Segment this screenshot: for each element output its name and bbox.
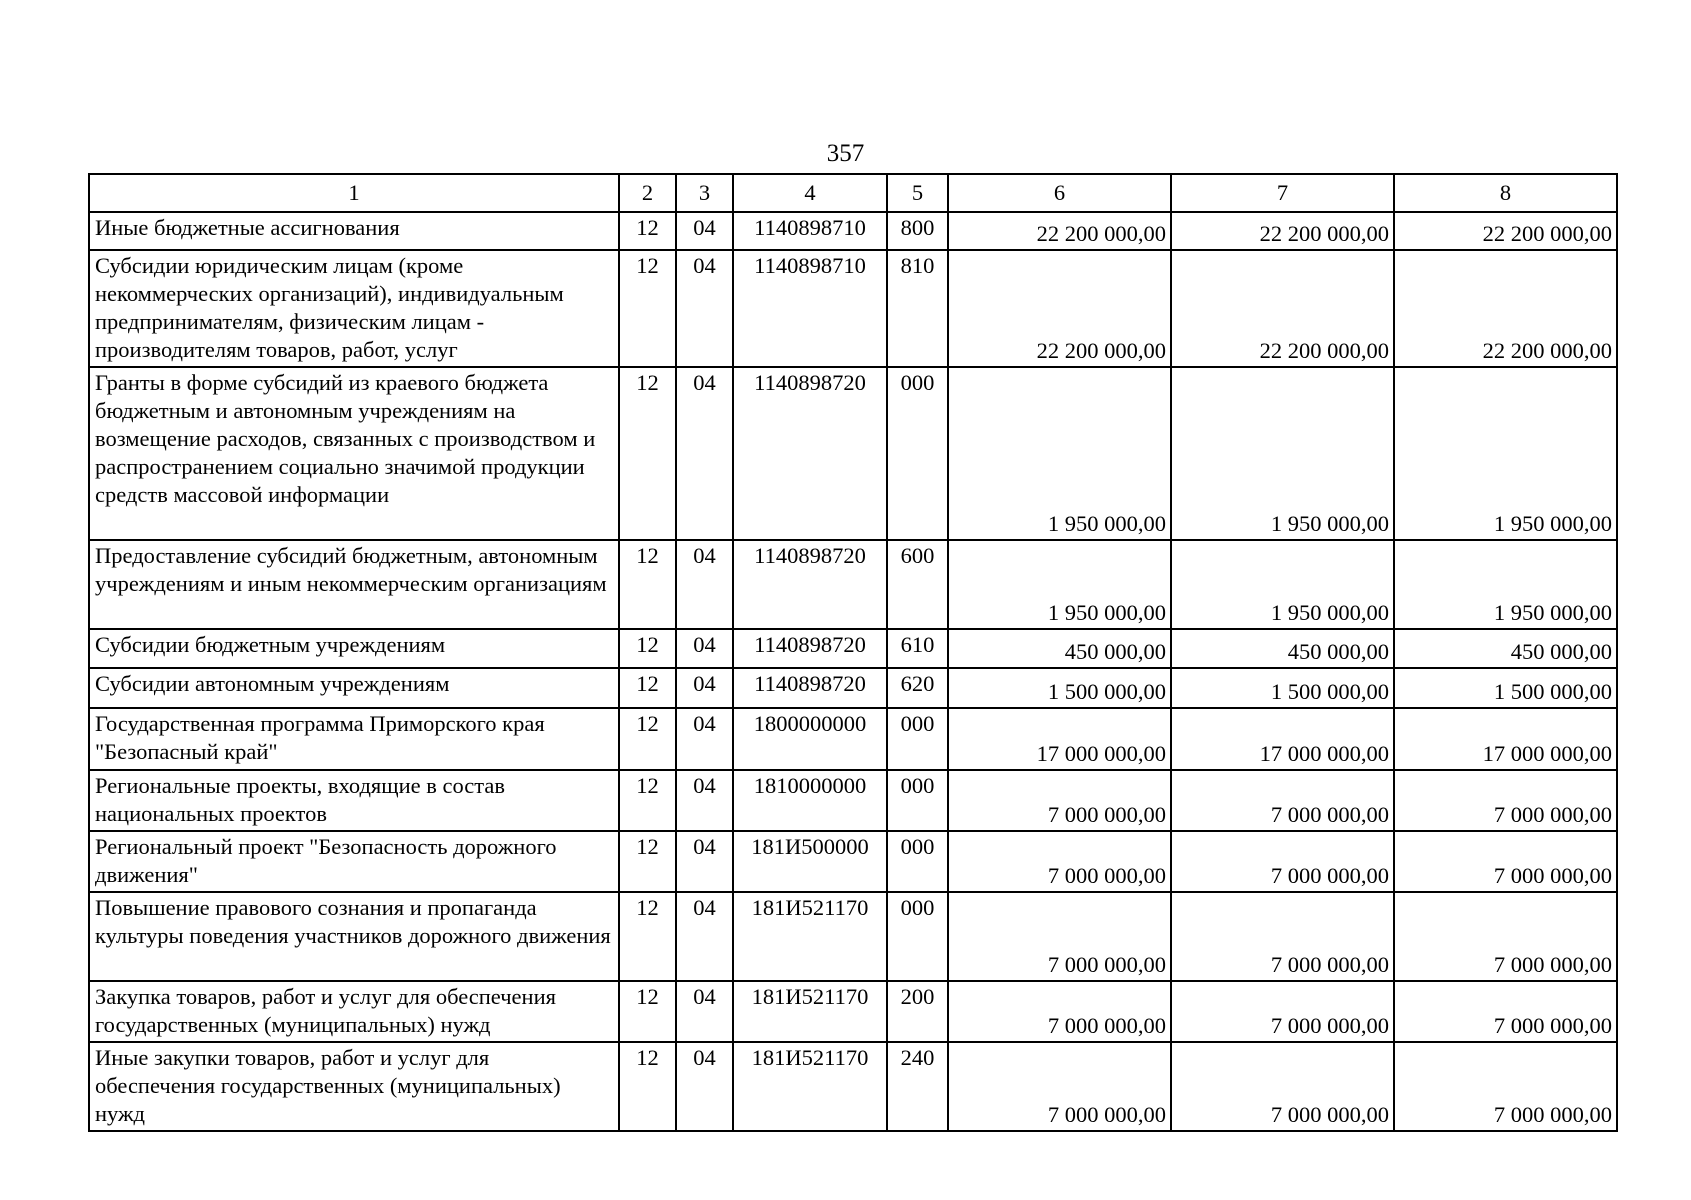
row-section: 12	[619, 367, 676, 540]
row-amount-col8: 1 950 000,00	[1394, 540, 1617, 629]
row-section: 12	[619, 981, 676, 1042]
row-target-article: 1140898720	[733, 540, 887, 629]
row-target-article: 1810000000	[733, 770, 887, 831]
row-section: 12	[619, 250, 676, 367]
row-amount-col6: 17 000 000,00	[948, 708, 1171, 770]
row-amount-col7: 1 950 000,00	[1171, 540, 1394, 629]
row-subsection: 04	[676, 831, 733, 892]
row-amount-col7: 7 000 000,00	[1171, 981, 1394, 1042]
row-name: Повышение правового сознания и пропаганда культуры поведения участников дорожного движения	[89, 892, 619, 981]
row-subsection: 04	[676, 981, 733, 1042]
table-header-row	[89, 174, 1617, 212]
row-amount-col6: 1 500 000,00	[948, 668, 1171, 708]
row-amount-col7: 1 950 000,00	[1171, 367, 1394, 540]
row-expense-type: 800	[887, 212, 948, 250]
row-section: 12	[619, 892, 676, 981]
column-header: 7	[1171, 174, 1394, 212]
row-target-article: 181И521170	[733, 892, 887, 981]
table-row	[89, 629, 1617, 668]
row-amount-col8: 22 200 000,00	[1394, 250, 1617, 367]
budget-table	[88, 173, 1618, 1132]
row-expense-type: 000	[887, 708, 948, 770]
row-amount-col8: 7 000 000,00	[1394, 831, 1617, 892]
table-row	[89, 367, 1617, 540]
row-name: Субсидии бюджетным учреждениям	[89, 629, 619, 668]
row-section: 12	[619, 708, 676, 770]
row-name: Иные бюджетные ассигнования	[89, 212, 619, 250]
row-amount-col7: 22 200 000,00	[1171, 212, 1394, 250]
column-header: 8	[1394, 174, 1617, 212]
row-section: 12	[619, 831, 676, 892]
row-target-article: 1140898710	[733, 212, 887, 250]
table-row	[89, 831, 1617, 892]
row-name: Иные закупки товаров, работ и услуг для обеспечения государственных (муниципальных) нужд	[89, 1042, 619, 1131]
row-amount-col7: 7 000 000,00	[1171, 770, 1394, 831]
row-target-article: 1140898710	[733, 250, 887, 367]
row-amount-col7: 17 000 000,00	[1171, 708, 1394, 770]
column-header: 1	[89, 174, 619, 212]
row-expense-type: 000	[887, 770, 948, 831]
row-name: Региональный проект "Безопасность дорожного движения"	[89, 831, 619, 892]
row-section: 12	[619, 1042, 676, 1131]
row-section: 12	[619, 212, 676, 250]
row-amount-col8: 7 000 000,00	[1394, 1042, 1617, 1131]
row-expense-type: 600	[887, 540, 948, 629]
row-expense-type: 240	[887, 1042, 948, 1131]
row-target-article: 1140898720	[733, 367, 887, 540]
row-subsection: 04	[676, 540, 733, 629]
row-name: Предоставление субсидий бюджетным, автономным учреждениям и иным некоммерческим организациям	[89, 540, 619, 629]
row-amount-col8: 22 200 000,00	[1394, 212, 1617, 250]
row-amount-col6: 7 000 000,00	[948, 831, 1171, 892]
row-amount-col8: 7 000 000,00	[1394, 981, 1617, 1042]
row-name: Государственная программа Приморского края "Безопасный край"	[89, 708, 619, 770]
row-amount-col6: 7 000 000,00	[948, 770, 1171, 831]
row-expense-type: 000	[887, 367, 948, 540]
row-target-article: 181И521170	[733, 981, 887, 1042]
row-amount-col6: 450 000,00	[948, 629, 1171, 668]
row-expense-type: 200	[887, 981, 948, 1042]
row-name: Субсидии автономным учреждениям	[89, 668, 619, 708]
row-name: Региональные проекты, входящие в состав национальных проектов	[89, 770, 619, 831]
row-amount-col6: 1 950 000,00	[948, 540, 1171, 629]
table-row	[89, 981, 1617, 1042]
row-amount-col8: 1 500 000,00	[1394, 668, 1617, 708]
row-subsection: 04	[676, 668, 733, 708]
row-amount-col6: 7 000 000,00	[948, 981, 1171, 1042]
table-row	[89, 1042, 1617, 1131]
page-number: 357	[826, 140, 865, 167]
row-amount-col6: 7 000 000,00	[948, 1042, 1171, 1131]
row-amount-col7: 7 000 000,00	[1171, 892, 1394, 981]
row-amount-col6: 22 200 000,00	[948, 212, 1171, 250]
row-amount-col8: 7 000 000,00	[1394, 770, 1617, 831]
row-target-article: 181И521170	[733, 1042, 887, 1131]
row-subsection: 04	[676, 250, 733, 367]
table-row	[89, 250, 1617, 367]
row-section: 12	[619, 540, 676, 629]
row-section: 12	[619, 770, 676, 831]
row-name: Субсидии юридическим лицам (кроме некоммерческих организаций), индивидуальным предпринимателям, физическим лицам - производителям товаров, работ, услуг	[89, 250, 619, 367]
row-expense-type: 000	[887, 892, 948, 981]
row-target-article: 1800000000	[733, 708, 887, 770]
row-subsection: 04	[676, 892, 733, 981]
row-subsection: 04	[676, 629, 733, 668]
row-section: 12	[619, 668, 676, 708]
row-amount-col8: 17 000 000,00	[1394, 708, 1617, 770]
table-row	[89, 668, 1617, 708]
row-expense-type: 610	[887, 629, 948, 668]
column-header: 3	[676, 174, 733, 212]
row-amount-col8: 7 000 000,00	[1394, 892, 1617, 981]
row-target-article: 1140898720	[733, 629, 887, 668]
row-amount-col8: 1 950 000,00	[1394, 367, 1617, 540]
table-row	[89, 708, 1617, 770]
table-row	[89, 540, 1617, 629]
column-header: 6	[948, 174, 1171, 212]
row-subsection: 04	[676, 212, 733, 250]
row-section: 12	[619, 629, 676, 668]
row-amount-col7: 7 000 000,00	[1171, 831, 1394, 892]
table-row	[89, 770, 1617, 831]
row-amount-col6: 1 950 000,00	[948, 367, 1171, 540]
column-header: 4	[733, 174, 887, 212]
row-subsection: 04	[676, 770, 733, 831]
column-header: 2	[619, 174, 676, 212]
row-amount-col7: 7 000 000,00	[1171, 1042, 1394, 1131]
row-expense-type: 000	[887, 831, 948, 892]
column-header: 5	[887, 174, 948, 212]
row-target-article: 1140898720	[733, 668, 887, 708]
row-amount-col8: 450 000,00	[1394, 629, 1617, 668]
row-amount-col7: 1 500 000,00	[1171, 668, 1394, 708]
row-name: Закупка товаров, работ и услуг для обеспечения государственных (муниципальных) нужд	[89, 981, 619, 1042]
row-expense-type: 810	[887, 250, 948, 367]
row-target-article: 181И500000	[733, 831, 887, 892]
row-amount-col6: 7 000 000,00	[948, 892, 1171, 981]
table-row	[89, 212, 1617, 250]
row-expense-type: 620	[887, 668, 948, 708]
row-amount-col7: 450 000,00	[1171, 629, 1394, 668]
row-subsection: 04	[676, 367, 733, 540]
row-subsection: 04	[676, 1042, 733, 1131]
table-row	[89, 892, 1617, 981]
row-subsection: 04	[676, 708, 733, 770]
row-amount-col7: 22 200 000,00	[1171, 250, 1394, 367]
row-name: Гранты в форме субсидий из краевого бюджета бюджетным и автономным учреждениям на возмещение расходов, связанных с производством и распространением социально значимой продукции средств массовой информации	[89, 367, 619, 540]
row-amount-col6: 22 200 000,00	[948, 250, 1171, 367]
